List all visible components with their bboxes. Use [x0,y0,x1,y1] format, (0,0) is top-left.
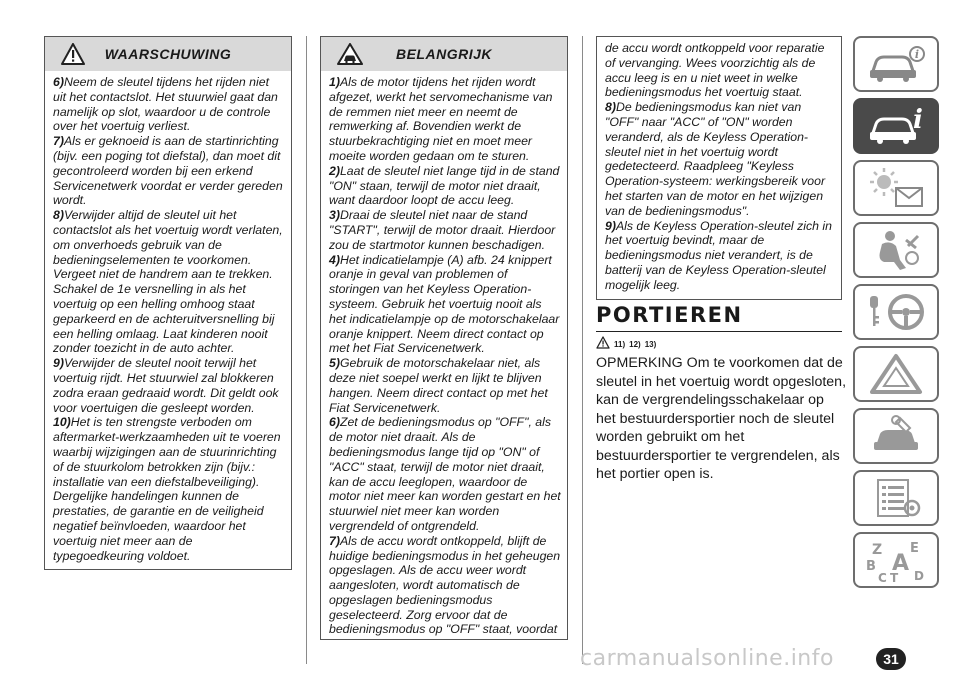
continuation-lead: de accu wordt ontkoppeld voor reparatie of vervanging. Wees voorzichtig als de accu leeg is en u niet weet in welke bedieningsmodus het voertuig staat. [605,41,825,100]
sidebar-tab-warning-lights[interactable] [853,160,939,216]
section-references [596,336,656,349]
sidebar-tab-car-info[interactable] [853,36,939,92]
important-item: 4)Het indicatielampje (A) afb. 24 knippert oranje in geval van problemen of storingen van het Keyless Operation-systeem. Gebruik het voertuig nooit als het indicatielampje op de motorschakelaar oranje knippert. Neem direct contact op met het Fiat Servicenetwerk. [329,252,560,356]
continuation-item: 8)De bedieningsmodus kan niet van "OFF" naar "ACC" of "ON" worden veranderd, als de Keyless Operation-sleutel niet in het voertuig wordt gedetecteerd. Raadpleeg "Keyless Operation-systeem: werkingsbereik voor het starten van de motor en het wijzigen van de bedieningsmodus". [605,100,826,218]
warning-box-header [45,37,291,71]
specifications-list-icon [866,476,926,520]
wrench-car-icon [866,414,926,458]
warning-box [44,36,292,570]
important-item: 1)Als de motor tijdens het rijden wordt afgezet, werkt het servomechanisme van de remmen niet meer en neemt de remwerking af. Bovendien werkt de stuurbekrachtiging niet en moet meer moeite worden gedaan om te sturen. [329,75,553,163]
warning-box-body [45,71,291,569]
important-item: 3)Draai de sleutel niet naar de stand "START", terwijl de motor draait. Hierdoor zou de startmotor kunnen beschadigen. [329,208,556,252]
warning-item: 10)Het is ten strengste verboden om aftermarket-werkzaamheden uit te voeren waarbij wijzigingen aan de stuurinrichting of de stuurkolom betrokken zijn (bijv.: installatie van een diefstalbeveiliging). Dergelijke handelingen kunnen de prestaties, de garantie en de veiligheid negatief beïnvloeden, waardoor het voertuig niet meer aan de typegoedkeuring voldoet. [53,415,281,563]
sidebar-tab-safety[interactable] [853,222,939,278]
reference-number: 11) [614,340,626,349]
warning-item: 8)Verwijder altijd de sleutel uit het contactslot als het voertuig wordt verlaten, om onverhoeds gebruik van de bedieningselementen te voorkomen. Vergeet niet de handrem aan te trekken. Schakel de 1e versnelling in als het voertuig op een helling omhoog staat geparkeerd en de achteruitversnelling bij een helling omlaag. Laat kinderen nooit zonder toezicht in de auto achter. [53,208,283,356]
sidebar-tab-specifications[interactable] [853,470,939,526]
sidebar-tab-index[interactable] [853,532,939,588]
important-box-title: BELANGRIJK [395,46,492,62]
important-item: 6)Zet de bedieningsmodus op "OFF", als de motor niet draait. Als de bedieningsmodus lange tijd op "ON" of "ACC" staat, terwijl de motor niet draait, kan de accu leeglopen, waardoor de motor niet meer kan worden gestart en het stuurwiel niet meer kan worden vergrendeld of ontgrendeld. [329,415,561,533]
svg-text:i: i [913,106,923,135]
section-note: OPMERKING Om te voorkomen dat de sleutel in het voertuig wordt opgesloten, kan de vergrendelingsschakelaar op het bestuurdersportier noch de sleutel worden gebruikt om het bestuurdersportier te vergrendelen, als het portier open is. [596,355,847,482]
warning-column [44,36,292,570]
chapter-sidebar [853,36,939,594]
warning-triangle-icon [61,43,85,65]
page-number: 31 [876,648,906,670]
index-letter: E [910,541,919,556]
sidebar-tab-starting-driving[interactable] [853,284,939,340]
sidebar-tab-maintenance[interactable] [853,408,939,464]
index-letter: B [866,559,876,574]
section-title: PORTIEREN [596,303,842,332]
car-info-icon [866,44,926,84]
warning-lights-icon [866,166,926,210]
index-letter: Z [872,542,883,558]
index-letter: C [878,571,887,584]
emergency-triangle-icon [866,352,926,396]
important-item: 2)Laat de sleutel niet lange tijd in de stand "ON" staan, terwijl de motor niet draait, want daardoor loopt de accu leeg. [329,163,560,208]
reference-number: 12) [629,340,641,349]
index-letter: A [892,551,910,576]
continuation-box-body [597,39,841,299]
important-box-header [321,37,567,71]
watermark: carmanualsonline.info [580,646,834,671]
continuation-box [596,36,842,300]
sidebar-tab-car-info-active[interactable] [853,98,939,154]
important-item: 5)Gebruik de motorschakelaar niet, als deze niet soepel werkt en lijkt te blijven hangen. Neem direct contact op met het Fiat Servicenetwerk. [329,356,548,415]
important-column [320,36,568,640]
warning-item: 9)Verwijder de sleutel nooit terwijl het voertuig rijdt. Het stuurwiel zal blokkeren zodra eraan gedraaid wordt. Dit geldt ook voor voertuigen die gesleept worden. [53,356,279,415]
reference-number: 13) [644,340,657,349]
column-divider [582,36,583,664]
important-box [320,36,568,640]
warning-box-title: WAARSCHUWING [104,46,232,62]
alphabet-index-icon [864,536,928,584]
sidebar-tab-emergency[interactable] [853,346,939,402]
car-info-active-icon [866,106,926,146]
continuation-item: 9)Als de Keyless Operation-sleutel zich in het voertuig bevindt, maar de bedieningsmodus niet verandert, is de batterij van de Keyless Operation-sleutel mogelijk leeg. [605,218,832,292]
car-caution-icon [337,43,363,65]
airbag-seat-icon [866,228,926,272]
continuation-column [596,36,842,300]
warning-item: 6)Neem de sleutel tijdens het rijden niet uit het contactslot. Het stuurwiel gaat dan namelijk op slot, waardoor u de controle over het voertuig verliest. [53,75,278,134]
column-divider [306,36,307,664]
svg-text:i: i [914,48,920,61]
warning-item: 7)Als er geknoeid is aan de startinrichting (bijv. een poging tot diefstal), dan moet dit gecontroleerd worden bij een erkend Servicenetwerk voordat er verder gereden wordt. [53,134,283,208]
important-box-body [321,71,567,643]
index-letter: D [914,569,924,583]
key-steering-wheel-icon [864,290,928,334]
index-letter: T [890,571,899,584]
warning-triangle-icon [596,336,610,349]
important-item: 7)Als de accu wordt ontkoppeld, blijft de huidige bedieningsmodus in het geheugen opgeslagen. Als de accu weer wordt aangesloten, wordt automatisch de opgeslagen bedieningsmodus geselecteerd. Zorg ervoor dat de bedieningsmodus op "OFF" staat, voordat [329,533,561,637]
